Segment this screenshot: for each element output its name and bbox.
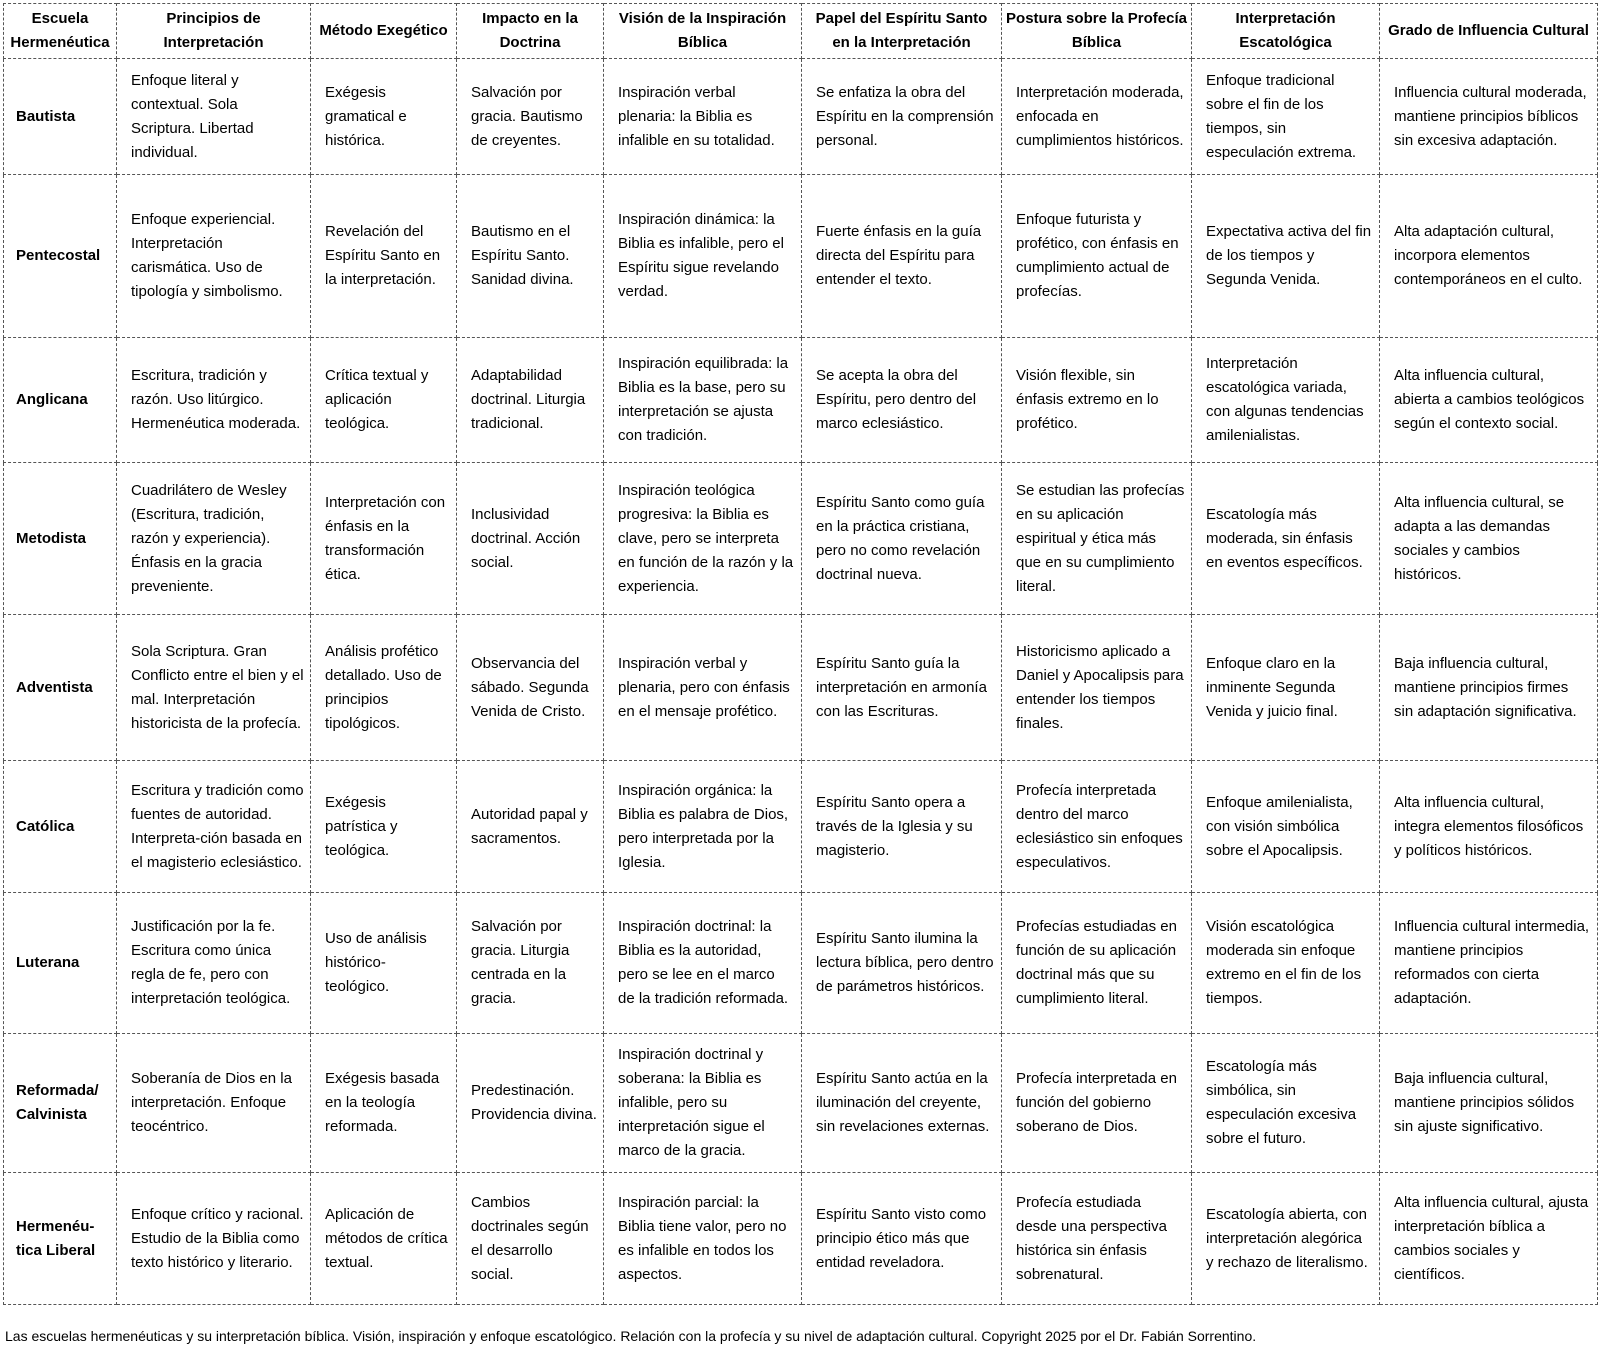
col-header-prophecy: Postura sobre la Profecía Bíblica xyxy=(1002,4,1192,59)
table-cell: Baja influencia cultural, mantiene principios sólidos sin ajuste significativo. xyxy=(1380,1034,1598,1173)
table-cell: Revelación del Espíritu Santo en la interpretación. xyxy=(311,175,457,338)
table-cell: Espíritu Santo ilumina la lectura bíblica, pero dentro de parámetros históricos. xyxy=(802,893,1002,1034)
table-cell: Adaptabilidad doctrinal. Liturgia tradicional. xyxy=(457,338,604,463)
table-row xyxy=(4,893,1598,1034)
table-cell: Alta influencia cultural, se adapta a las demandas sociales y cambios históricos. xyxy=(1380,463,1598,615)
table-cell: Interpretación escatológica variada, con algunas tendencias amilenialistas. xyxy=(1192,338,1380,463)
col-header-school: Escuela Hermenéutica xyxy=(4,4,117,59)
table-cell: Interpretación con énfasis en la transformación ética. xyxy=(311,463,457,615)
table-cell: Interpretación moderada, enfocada en cumplimientos históricos. xyxy=(1002,59,1192,175)
table-cell: Visión escatológica moderada sin enfoque extremo en el fin de los tiempos. xyxy=(1192,893,1380,1034)
table-row xyxy=(4,615,1598,761)
col-header-inspiration: Visión de la Inspiración Bíblica xyxy=(604,4,802,59)
table-cell: Inspiración teológica progresiva: la Biblia es clave, pero se interpreta en función de la razón y la experiencia. xyxy=(604,463,802,615)
table-cell: Observancia del sábado. Segunda Venida de Cristo. xyxy=(457,615,604,761)
table-cell: Expectativa activa del fin de los tiempos y Segunda Venida. xyxy=(1192,175,1380,338)
table-cell: Análisis profético detallado. Uso de principios tipológicos. xyxy=(311,615,457,761)
table-cell: Uso de análisis histórico-teológico. xyxy=(311,893,457,1034)
col-header-cultural-influence: Grado de Influencia Cultural xyxy=(1380,4,1598,59)
table-cell: Espíritu Santo como guía en la práctica cristiana, pero no como revelación doctrinal nueva. xyxy=(802,463,1002,615)
school-name: Luterana xyxy=(4,893,117,1034)
table-row xyxy=(4,761,1598,893)
table-cell: Exégesis basada en la teología reformada. xyxy=(311,1034,457,1173)
table-row xyxy=(4,1034,1598,1173)
table-cell: Se acepta la obra del Espíritu, pero dentro del marco eclesiástico. xyxy=(802,338,1002,463)
table-cell: Inspiración verbal plenaria: la Biblia es infalible en su totalidad. xyxy=(604,59,802,175)
school-name: Hermenéu-tica Liberal xyxy=(4,1173,117,1305)
table-cell: Historicismo aplicado a Daniel y Apocalipsis para entender los tiempos finales. xyxy=(1002,615,1192,761)
table-cell: Justificación por la fe. Escritura como única regla de fe, pero con interpretación teológica. xyxy=(117,893,311,1034)
table-cell: Crítica textual y aplicación teológica. xyxy=(311,338,457,463)
table-cell: Espíritu Santo guía la interpretación en armonía con las Escrituras. xyxy=(802,615,1002,761)
table-cell: Exégesis gramatical e histórica. xyxy=(311,59,457,175)
table-cell: Profecía estudiada desde una perspectiva histórica sin énfasis sobrenatural. xyxy=(1002,1173,1192,1305)
table-cell: Bautismo en el Espíritu Santo. Sanidad divina. xyxy=(457,175,604,338)
table-cell: Salvación por gracia. Liturgia centrada en la gracia. xyxy=(457,893,604,1034)
header-row xyxy=(4,4,1598,59)
table-cell: Inspiración verbal y plenaria, pero con énfasis en el mensaje profético. xyxy=(604,615,802,761)
table-cell: Visión flexible, sin énfasis extremo en lo profético. xyxy=(1002,338,1192,463)
table-cell: Influencia cultural intermedia, mantiene principios reformados con cierta adaptación. xyxy=(1380,893,1598,1034)
table-cell: Inspiración orgánica: la Biblia es palabra de Dios, pero interpretada por la Iglesia. xyxy=(604,761,802,893)
table-body xyxy=(4,59,1598,1305)
table-cell: Fuerte énfasis en la guía directa del Espíritu para entender el texto. xyxy=(802,175,1002,338)
table-cell: Salvación por gracia. Bautismo de creyentes. xyxy=(457,59,604,175)
table-cell: Enfoque amilenialista, con visión simbólica sobre el Apocalipsis. xyxy=(1192,761,1380,893)
table-cell: Enfoque literal y contextual. Sola Scriptura. Libertad individual. xyxy=(117,59,311,175)
table-cell: Profecía interpretada dentro del marco eclesiástico sin enfoques especulativos. xyxy=(1002,761,1192,893)
table-row xyxy=(4,463,1598,615)
table-caption: Las escuelas hermenéuticas y su interpretación bíblica. Visión, inspiración y enfoque escatológico. Relación con la profecía y su nivel de adaptación cultural. Copyright 2025 por el Dr. Fabián Sorrentino. xyxy=(5,1328,1257,1344)
table-cell: Alta influencia cultural, integra elementos filosóficos y políticos históricos. xyxy=(1380,761,1598,893)
col-header-doctrine-impact: Impacto en la Doctrina xyxy=(457,4,604,59)
table-row xyxy=(4,59,1598,175)
table-cell: Autoridad papal y sacramentos. xyxy=(457,761,604,893)
table-cell: Exégesis patrística y teológica. xyxy=(311,761,457,893)
table-cell: Inspiración dinámica: la Biblia es infalible, pero el Espíritu sigue revelando verdad. xyxy=(604,175,802,338)
table-cell: Enfoque crítico y racional. Estudio de la Biblia como texto histórico y literario. xyxy=(117,1173,311,1305)
table-cell: Profecías estudiadas en función de su aplicación doctrinal más que su cumplimiento literal. xyxy=(1002,893,1192,1034)
table-cell: Inspiración doctrinal: la Biblia es la autoridad, pero se lee en el marco de la tradición reformada. xyxy=(604,893,802,1034)
table-cell: Escatología más simbólica, sin especulación excesiva sobre el futuro. xyxy=(1192,1034,1380,1173)
table-cell: Aplicación de métodos de crítica textual. xyxy=(311,1173,457,1305)
school-name: Metodista xyxy=(4,463,117,615)
table-cell: Baja influencia cultural, mantiene principios firmes sin adaptación significativa. xyxy=(1380,615,1598,761)
table-row xyxy=(4,175,1598,338)
table-row xyxy=(4,338,1598,463)
table-cell: Profecía interpretada en función del gobierno soberano de Dios. xyxy=(1002,1034,1192,1173)
school-name: Reformada/ Calvinista xyxy=(4,1034,117,1173)
table-cell: Escritura y tradición como fuentes de autoridad. Interpreta-ción basada en el magisterio eclesiástico. xyxy=(117,761,311,893)
table-cell: Inclusividad doctrinal. Acción social. xyxy=(457,463,604,615)
table-cell: Influencia cultural moderada, mantiene principios bíblicos sin excesiva adaptación. xyxy=(1380,59,1598,175)
hermeneutics-table xyxy=(3,3,1598,1305)
table-cell: Se estudian las profecías en su aplicación espiritual y ética más que en su cumplimiento literal. xyxy=(1002,463,1192,615)
table-cell: Escritura, tradición y razón. Uso litúrgico. Hermenéutica moderada. xyxy=(117,338,311,463)
table-cell: Soberanía de Dios en la interpretación. Enfoque teocéntrico. xyxy=(117,1034,311,1173)
col-header-eschatology: Interpretación Escatológica xyxy=(1192,4,1380,59)
table-cell: Escatología abierta, con interpretación alegórica y rechazo de literalismo. xyxy=(1192,1173,1380,1305)
school-name: Bautista xyxy=(4,59,117,175)
table-cell: Enfoque futurista y profético, con énfasis en cumplimiento actual de profecías. xyxy=(1002,175,1192,338)
table-cell: Inspiración doctrinal y soberana: la Biblia es infalible, pero su interpretación sigue el marco de la gracia. xyxy=(604,1034,802,1173)
col-header-holy-spirit: Papel del Espíritu Santo en la Interpretación xyxy=(802,4,1002,59)
table-cell: Enfoque claro en la inminente Segunda Venida y juicio final. xyxy=(1192,615,1380,761)
school-name: Pentecostal xyxy=(4,175,117,338)
school-name: Católica xyxy=(4,761,117,893)
table-cell: Escatología más moderada, sin énfasis en eventos específicos. xyxy=(1192,463,1380,615)
col-header-principles: Principios de Interpretación xyxy=(117,4,311,59)
table-row xyxy=(4,1173,1598,1305)
table-cell: Predestinación. Providencia divina. xyxy=(457,1034,604,1173)
school-name: Adventista xyxy=(4,615,117,761)
table-cell: Alta influencia cultural, abierta a cambios teológicos según el contexto social. xyxy=(1380,338,1598,463)
school-name: Anglicana xyxy=(4,338,117,463)
table-header xyxy=(4,4,1598,59)
table-cell: Inspiración parcial: la Biblia tiene valor, pero no es infalible en todos los aspectos. xyxy=(604,1173,802,1305)
table-cell: Enfoque experiencial. Interpretación carismática. Uso de tipología y simbolismo. xyxy=(117,175,311,338)
table-cell: Espíritu Santo actúa en la iluminación del creyente, sin revelaciones externas. xyxy=(802,1034,1002,1173)
col-header-method: Método Exegético xyxy=(311,4,457,59)
table-cell: Enfoque tradicional sobre el fin de los tiempos, sin especulación extrema. xyxy=(1192,59,1380,175)
table-cell: Espíritu Santo opera a través de la Iglesia y su magisterio. xyxy=(802,761,1002,893)
table-cell: Alta influencia cultural, ajusta interpretación bíblica a cambios sociales y científicos. xyxy=(1380,1173,1598,1305)
table-cell: Alta adaptación cultural, incorpora elementos contemporáneos en el culto. xyxy=(1380,175,1598,338)
table-cell: Cambios doctrinales según el desarrollo social. xyxy=(457,1173,604,1305)
table-cell: Se enfatiza la obra del Espíritu en la comprensión personal. xyxy=(802,59,1002,175)
table-cell: Espíritu Santo visto como principio ético más que entidad reveladora. xyxy=(802,1173,1002,1305)
table-cell: Inspiración equilibrada: la Biblia es la base, pero su interpretación se ajusta con tradición. xyxy=(604,338,802,463)
table-cell: Sola Scriptura. Gran Conflicto entre el bien y el mal. Interpretación historicista de la profecía. xyxy=(117,615,311,761)
table-cell: Cuadrilátero de Wesley (Escritura, tradición, razón y experiencia). Énfasis en la gracia preveniente. xyxy=(117,463,311,615)
